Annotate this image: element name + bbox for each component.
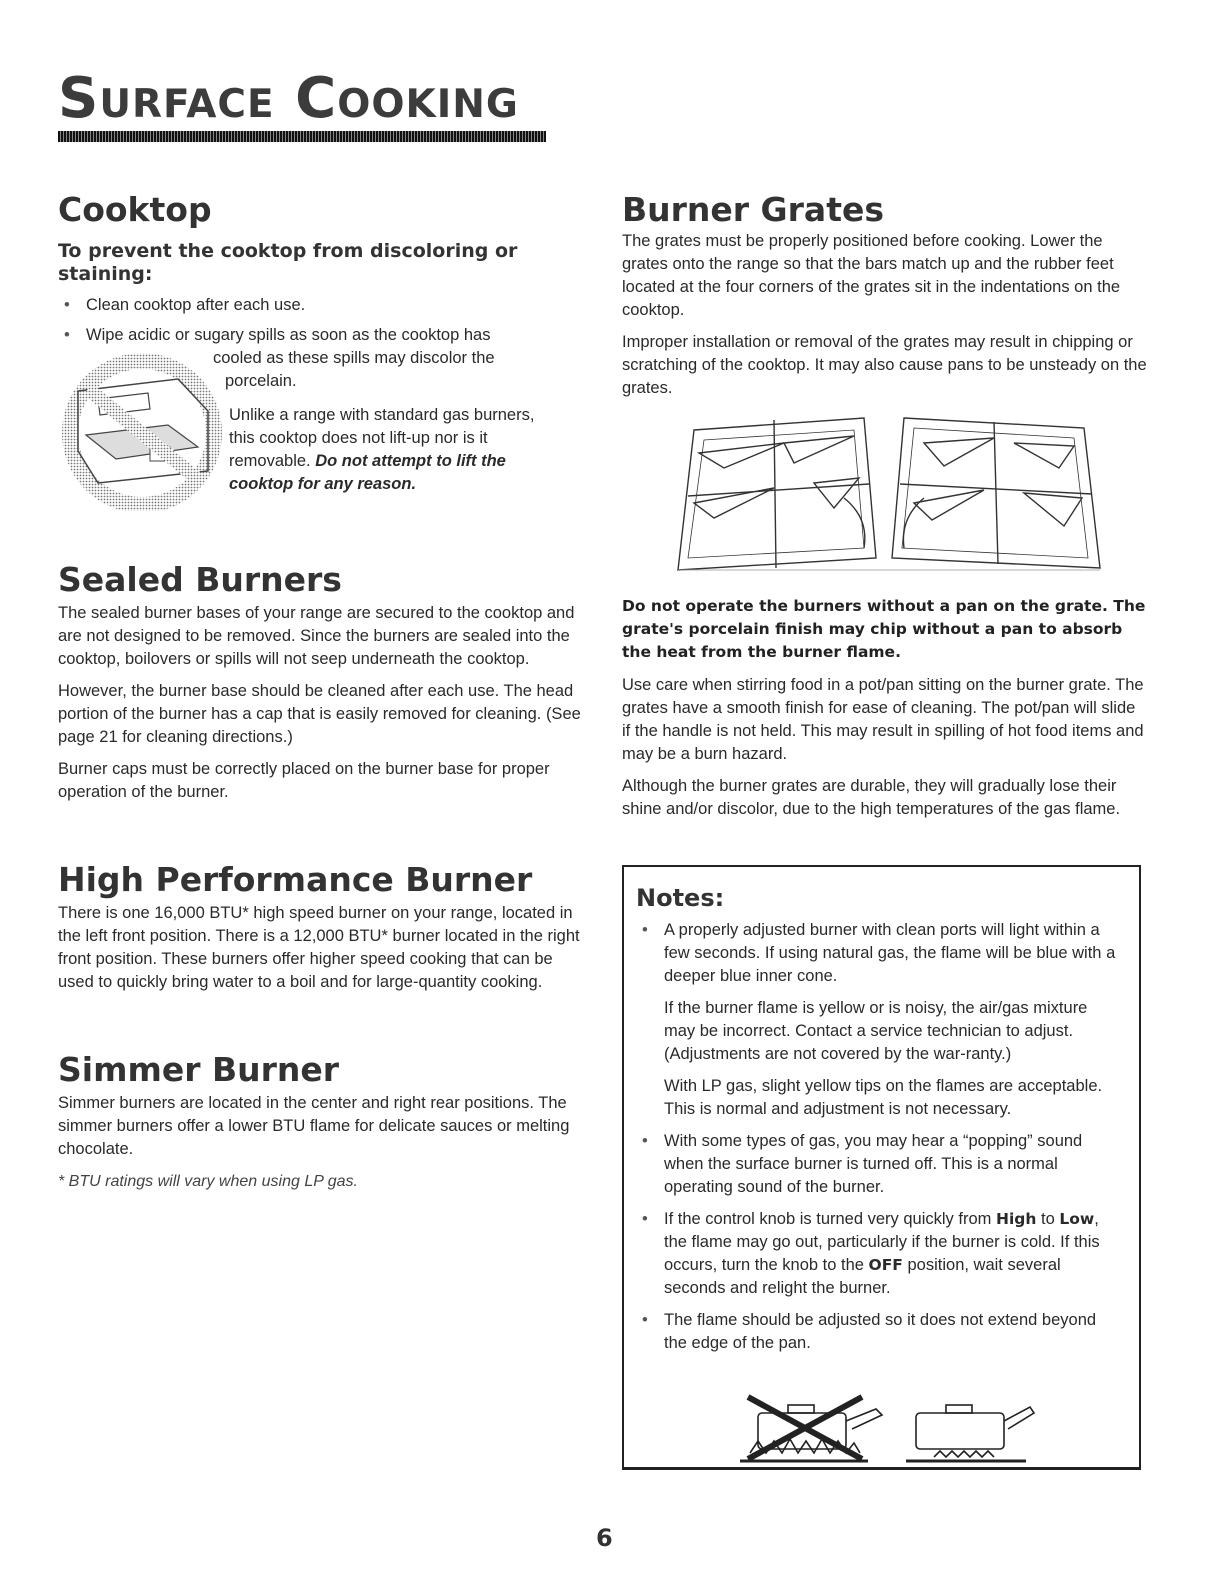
cooktop-subheading: To prevent the cooktop from discoloring or staining: (58, 240, 518, 285)
cooktop-bullets (58, 294, 588, 347)
no-lift-cooktop-icon (58, 351, 230, 511)
sealed-burners-heading: Sealed Burners (58, 560, 342, 599)
cooktop-heading: Cooktop (58, 190, 212, 229)
sealed-burners-para3: Burner caps must be correctly placed on the burner base for proper operation of the burner. (58, 760, 550, 801)
simmer-para: Simmer burners are located in the center and right rear positions. The simmer burners offer a lower BTU flame for delicate sauces or melting chocolate. (58, 1094, 570, 1158)
burner-grates-icon (664, 408, 1104, 580)
cooktop-wrap-block (58, 347, 588, 507)
list-item: • With some types of gas, you may hear a “popping” sound when the surface burner is turned off. This is a normal operating sound of the burner. (636, 1130, 1121, 1199)
list-item: • Wipe acidic or sugary spills as soon as the cooktop has (58, 324, 588, 347)
list-item: • If the control knob is turned very quickly from High to Low, the flame may go out, particularly if the burner is cold. If this occurs, turn the knob to the OFF position, wait several seconds and relight the burner. (636, 1208, 1121, 1300)
burner-grates-para3: Use care when stirring food in a pot/pan sitting on the burner grate. The grates have a smooth finish for ease of cleaning. The pot/pan will slide if the handle is not held. This may result in spilling of hot food items and may be a burn hazard. (622, 676, 1144, 763)
notes-box (622, 865, 1141, 1470)
simmer-heading: Simmer Burner (58, 1050, 340, 1089)
high-performance-para: There is one 16,000 BTU* high speed burner on your range, located in the left front position. There is a 12,000 BTU* burner located in the right front position. These burners offer higher speed cooking that can be used to quickly bring water to a boil and for large-quantity cooking. (58, 904, 580, 991)
simmer-section (58, 1050, 588, 1193)
title-rule (58, 131, 546, 142)
sealed-burners-para2: However, the burner base should be cleaned after each use. The head portion of the burner has a cap that is easily removed for cleaning. (See page 21 for cleaning directions.) (58, 682, 581, 746)
sealed-burners-section (58, 560, 588, 804)
notes-yellow-flame: If the burner flame is yellow or is noisy, the air/gas mixture may be incorrect. Contact a service technician to adjust. (Adjustments are not covered by the war-ranty.) (664, 999, 1088, 1063)
sealed-burners-para1: The sealed burner bases of your range are secured to the cooktop and are not designed to be removed. Since the burners are sealed into the cooktop, boilovers or spills will not seep underneath the cooktop. (58, 604, 575, 668)
notes-heading: Notes: (636, 884, 725, 912)
burner-grates-section (622, 190, 1147, 400)
list-item: • A properly adjusted burner with clean ports will light within a few seconds. If using natural gas, the flame will be blue with a deeper blue inner cone. (636, 919, 1121, 988)
btu-footnote: * BTU ratings will vary when using LP gas. (58, 1173, 358, 1190)
grate-usage-section (622, 595, 1147, 821)
wrap-text: cooled as these spills may discolor the porcelain. Unlike a range with standard gas burners, this cooktop does not lift-up nor is it removable. Do not attempt to lift the cooktop for any reason. (213, 347, 593, 496)
page-title: Surface Cooking (58, 66, 519, 131)
list-item: • Clean cooktop after each use. (58, 294, 588, 317)
cooktop-section (58, 190, 588, 507)
burner-grates-heading: Burner Grates (622, 190, 884, 229)
high-performance-heading: High Performance Burner (58, 860, 533, 899)
burner-grates-para4: Although the burner grates are durable, they will gradually lose their shine and/or discolor, due to the high temperatures of the gas flame. (622, 777, 1121, 818)
notes-list (636, 919, 1121, 988)
list-item: • The flame should be adjusted so it does not extend beyond the edge of the pan. (636, 1309, 1121, 1355)
burner-grates-para2: Improper installation or removal of the grates may result in chipping or scratching of the cooktop. It may also cause pans to be unsteady on the grates. (622, 333, 1147, 397)
notes-lp-gas: With LP gas, slight yellow tips on the flames are acceptable. This is normal and adjustment is not necessary. (664, 1077, 1103, 1118)
page-number: 6 (596, 1524, 613, 1552)
notes-list-2 (636, 1130, 1121, 1355)
high-performance-section (58, 860, 588, 994)
no-lift-note: Unlike a range with standard gas burners, this cooktop does not lift-up nor is it removable. Do not attempt to lift the cooktop for any reason. (229, 406, 535, 493)
flame-pan-comparison-icon (736, 1387, 1036, 1467)
burner-grates-para1: The grates must be properly positioned before cooking. Lower the grates onto the range so that the bars match up and the rubber feet located at the four corners of the grates sit in the indentations on the cooktop. (622, 232, 1121, 319)
grate-warning: Do not operate the burners without a pan on the grate. The grate's porcelain finish may chip without a pan to absorb the heat from the burner flame. (622, 597, 1146, 661)
